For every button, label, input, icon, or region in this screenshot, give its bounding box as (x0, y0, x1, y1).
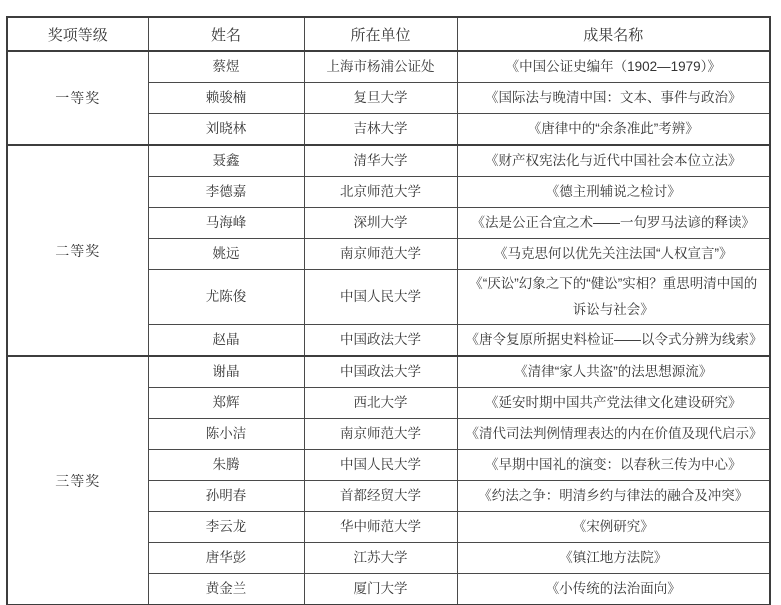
org-cell: 中国政法大学 (304, 356, 457, 388)
table-row (7, 51, 770, 83)
org-cell: 北京师范大学 (304, 177, 457, 208)
name-cell: 唐华彭 (148, 543, 304, 574)
work-cell: 《唐令复原所据史料检证——以令式分辨为线索》 (457, 325, 770, 357)
header-row (7, 17, 770, 51)
org-cell: 中国政法大学 (304, 325, 457, 357)
work-cell: 《小传统的法治面向》 (457, 574, 770, 605)
work-cell: 《国际法与晚清中国：文本、事件与政治》 (457, 83, 770, 114)
column-header: 所在单位 (304, 17, 457, 51)
name-cell: 黄金兰 (148, 574, 304, 605)
column-header: 姓名 (148, 17, 304, 51)
work-cell: 《镇江地方法院》 (457, 543, 770, 574)
org-cell: 吉林大学 (304, 114, 457, 146)
org-cell: 南京师范大学 (304, 419, 457, 450)
org-cell: 江苏大学 (304, 543, 457, 574)
name-cell: 孙明春 (148, 481, 304, 512)
table-row (7, 145, 770, 177)
work-cell: 《“厌讼”幻象之下的“健讼”实相？重思明清中国的诉讼与社会》 (457, 270, 770, 325)
org-cell: 清华大学 (304, 145, 457, 177)
work-cell: 《清律“家人共盗”的法思想源流》 (457, 356, 770, 388)
org-cell: 深圳大学 (304, 208, 457, 239)
award-level-cell: 一等奖 (7, 51, 148, 145)
work-cell: 《延安时期中国共产党法律文化建设研究》 (457, 388, 770, 419)
name-cell: 谢晶 (148, 356, 304, 388)
work-cell: 《唐律中的“余条准此”考辨》 (457, 114, 770, 146)
name-cell: 聂鑫 (148, 145, 304, 177)
work-cell: 《约法之争：明清乡约与律法的融合及冲突》 (457, 481, 770, 512)
org-cell: 上海市杨浦公证处 (304, 51, 457, 83)
work-cell: 《财产权宪法化与近代中国社会本位立法》 (457, 145, 770, 177)
work-cell: 《早期中国礼的演变：以春秋三传为中心》 (457, 450, 770, 481)
org-cell: 中国人民大学 (304, 450, 457, 481)
org-cell: 厦门大学 (304, 574, 457, 605)
org-cell: 南京师范大学 (304, 239, 457, 270)
name-cell: 陈小洁 (148, 419, 304, 450)
name-cell: 赖骏楠 (148, 83, 304, 114)
name-cell: 刘晓林 (148, 114, 304, 146)
work-cell: 《清代司法判例情理表达的内在价值及现代启示》 (457, 419, 770, 450)
name-cell: 郑辉 (148, 388, 304, 419)
org-cell: 华中师范大学 (304, 512, 457, 543)
name-cell: 赵晶 (148, 325, 304, 357)
work-cell: 《马克思何以优先关注法国“人权宣言”》 (457, 239, 770, 270)
work-cell: 《中国公证史编年（1902—1979）》 (457, 51, 770, 83)
work-cell: 《宋例研究》 (457, 512, 770, 543)
table-body (7, 51, 770, 605)
column-header: 奖项等级 (7, 17, 148, 51)
name-cell: 蔡煜 (148, 51, 304, 83)
awards-table (6, 16, 771, 605)
org-cell: 首都经贸大学 (304, 481, 457, 512)
table-row (7, 356, 770, 388)
org-cell: 中国人民大学 (304, 270, 457, 325)
column-header: 成果名称 (457, 17, 770, 51)
work-cell: 《法是公正合宜之术——一句罗马法谚的释读》 (457, 208, 770, 239)
name-cell: 马海峰 (148, 208, 304, 239)
name-cell: 尤陈俊 (148, 270, 304, 325)
name-cell: 姚远 (148, 239, 304, 270)
work-cell: 《德主刑辅说之检讨》 (457, 177, 770, 208)
award-level-cell: 二等奖 (7, 145, 148, 356)
org-cell: 西北大学 (304, 388, 457, 419)
award-level-cell: 三等奖 (7, 356, 148, 605)
name-cell: 李德嘉 (148, 177, 304, 208)
name-cell: 朱腾 (148, 450, 304, 481)
org-cell: 复旦大学 (304, 83, 457, 114)
name-cell: 李云龙 (148, 512, 304, 543)
table-head (7, 17, 770, 51)
